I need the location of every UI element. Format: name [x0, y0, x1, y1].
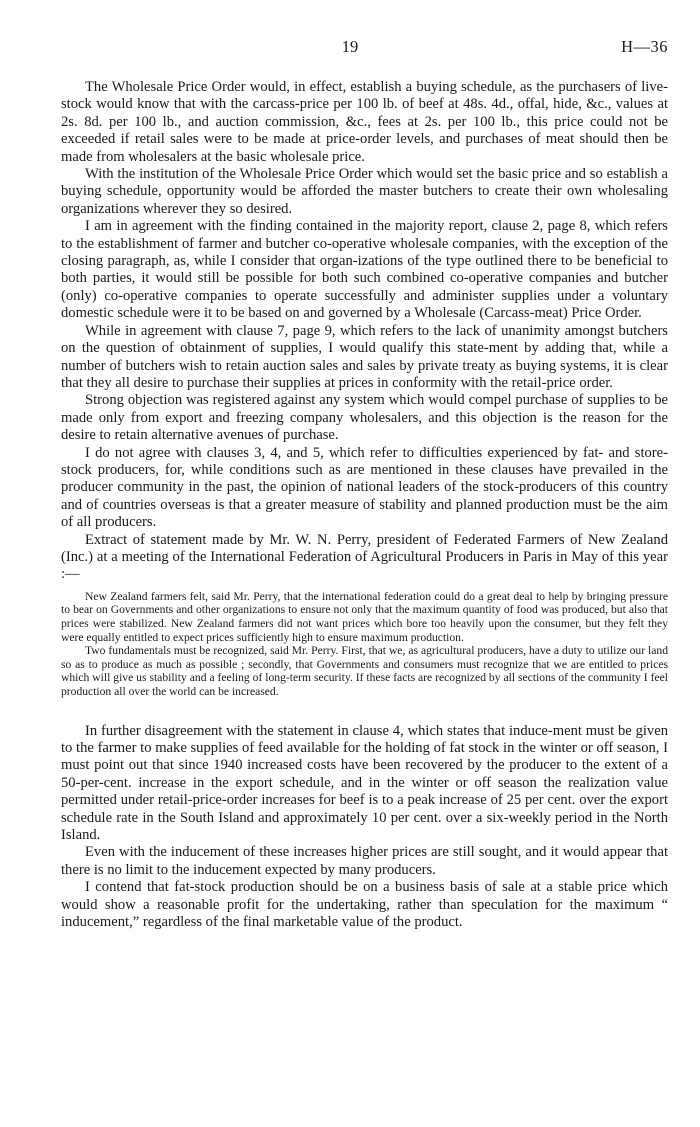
paragraph: I do not agree with clauses 3, 4, and 5, which refer to difficulties experienced by fat- and store-stock producers, for, while conditions such as are mentioned in these clauses have prevailed in the producer community in the past, the opinion of national leaders of the stock-producers of this country and of countries overseas is that a greater measure of stability and planned production must be the aim of all producers. [61, 444, 668, 531]
paragraph: The Wholesale Price Order would, in effect, establish a buying schedule, as the purchasers of live-stock would know that with the carcass-price per 100 lb. of beef at 48s. 4d., offal, hide, &c., values at 2s. 8d. per 100 lb., and auction commission, &c., fees at 2s. per 100 lb., this price could not be exceeded if retail sales were to be made at price-order levels, and purchases of meat should then be made from wholesalers at the basic wholesale price. [61, 79, 668, 165]
paragraph: While in agreement with clause 7, page 9, which refers to the lack of unanimity amongst butchers on the question of obtainment of supplies, I would qualify this state-ment by adding that, while a number of butchers wish to retain auction sales and sales by private treaty as buying systems, it is clear that they all desire to purchase their supplies at prices in conformity with the retail-price order. [61, 322, 668, 391]
paragraph: In further disagreement with the statement in clause 4, which states that induce-ment must be given to the farmer to make supplies of feed available for the holding of fat stock in the winter or off season, I must point out that since 1940 increased costs have been recovered by the producer to the extent of a 50-per-cent. increase in the export schedule, and in the winter or off season the realization value permitted under retail-price-order increases for beef is to a peak increase of 25 per cent. over the export schedule rate in the South Island and approximately 10 per cent. over a six-weekly period in the North Island. [61, 722, 668, 843]
paragraph-quote-intro: Extract of statement made by Mr. W. N. Perry, president of Federated Farmers of New Zealand (Inc.) at a meeting of the International Federation of Agricultural Producers in Paris in May of this year :— [61, 531, 668, 583]
paragraph: I am in agreement with the finding contained in the majority report, clause 2, page 8, which refers to the establishment of farmer and butcher co-operative wholesale companies, with the exception of the closing paragraph, as, while I consider that organ-izations of the type outlined there to be beneficial to both parties, it would still be possible for both such combined co-operative companies and butcher (only) co-operative companies to operate successfully and administer supplies under a voluntary domestic schedule were it to be based on and governed by a Wholesale (Carcass-meat) Price Order. [61, 218, 668, 322]
quote-paragraph: Two fundamentals must be recognized, said Mr. Perry. First, that we, as agricultural producers, have a duty to utilize our land so as to produce as much as possible ; secondly, that Governments and consumers must recognize that we are entitled to prices which will give us stability and a feeling of long-term security. If these facts are recognized by all sections of the community I feel production all over the world can be increased. [61, 644, 668, 698]
paragraph: Strong objection was registered against any system which would compel purchase of supplies to be made only from export and freezing company wholesalers, and this objection is the reason for the desire to retain alternative avenues of purchase. [61, 392, 668, 444]
body-text [61, 79, 668, 931]
quote-paragraph: New Zealand farmers felt, said Mr. Perry, that the international federation could do a great deal to help by bringing pressure to bear on Governments and other organizations to ensure not only that the maximum quantity of food was produced, but also that prices were stabilized. New Zealand farmers did not want prices which bore too heavily upon the consumer, but they felt they were equally entitled to expect prices sufficiently high to ensure maximum production. [61, 589, 668, 644]
block-quote [61, 590, 668, 699]
page-number: 19 [341, 37, 359, 56]
paragraph: I contend that fat-stock production should be on a business basis of sale at a stable price which would show a reasonable profit for the undertaking, rather than speculation for the maximum “ inducement,” regardless of the final marketable value of the product. [61, 879, 668, 930]
paragraph: Even with the inducement of these increases higher prices are still sought, and it would appear that there is no limit to the inducement expected by many producers. [61, 844, 668, 878]
paragraph: With the institution of the Wholesale Price Order which would set the basic price and so establish a buying schedule, opportunity would be afforded the master butchers to create their own wholesaling organizations wherever they so desired. [61, 166, 668, 217]
document-reference: H—36 [621, 37, 668, 56]
